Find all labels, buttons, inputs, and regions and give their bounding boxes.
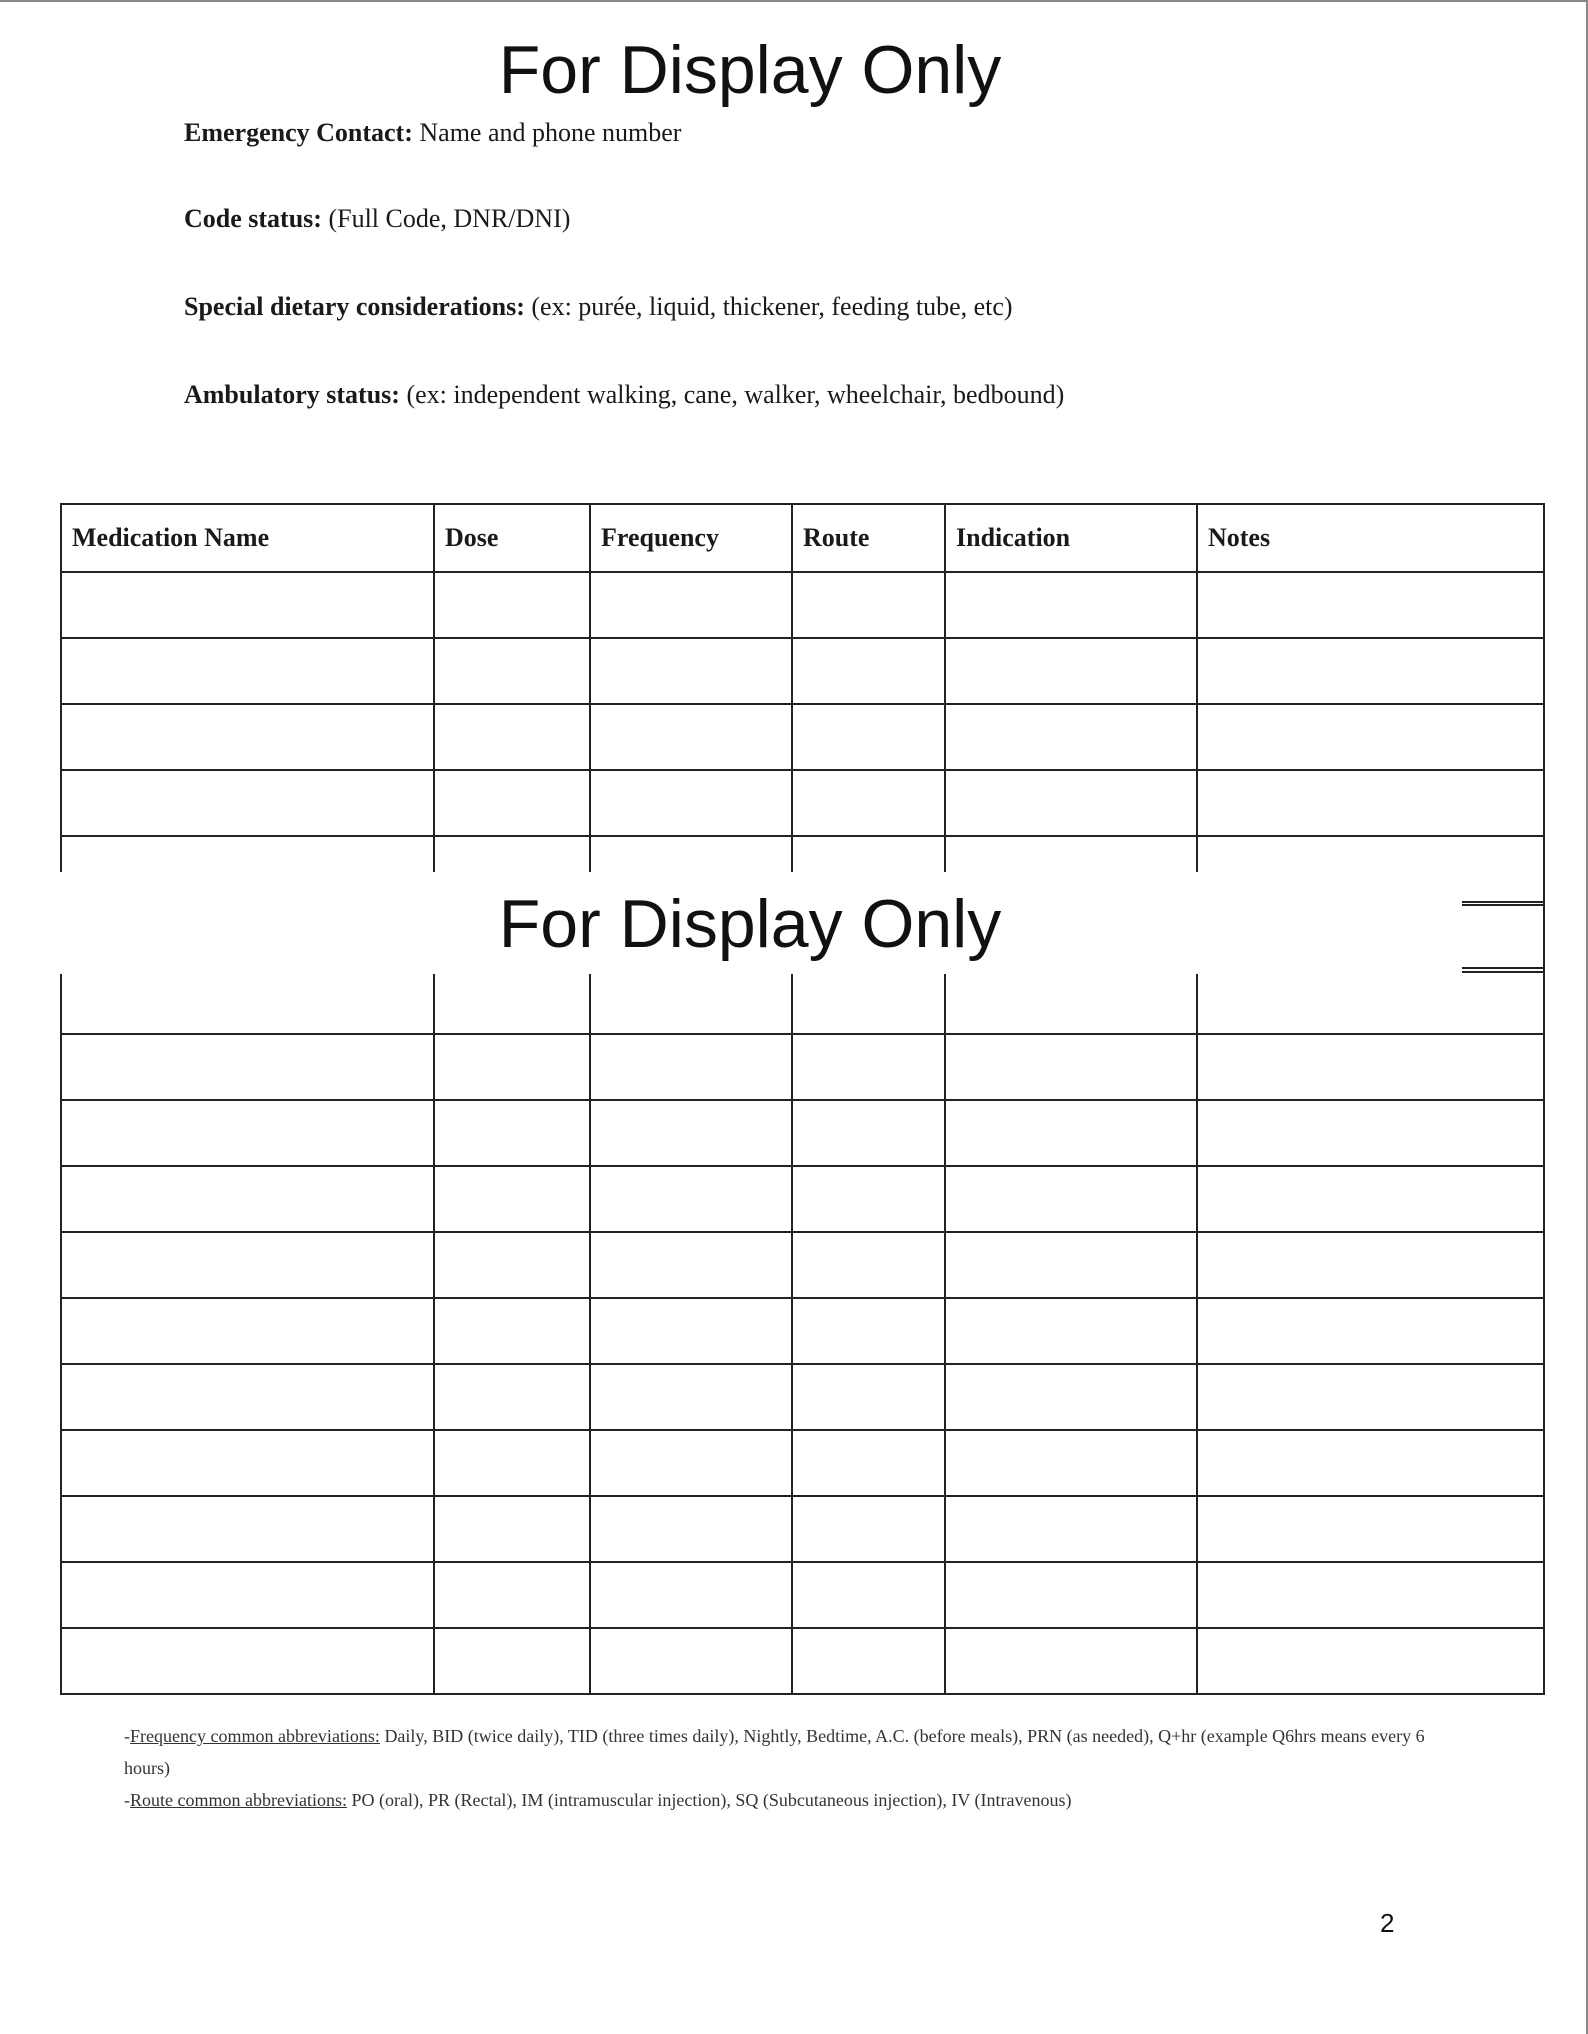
table-cell[interactable]: [1197, 1100, 1544, 1166]
frequency-note-label: Frequency common abbreviations:: [130, 1726, 380, 1746]
table-cell[interactable]: [1197, 1628, 1544, 1694]
table-cell[interactable]: [792, 1034, 945, 1100]
route-note-label: Route common abbreviations:: [130, 1790, 347, 1810]
dietary-value: (ex: purée, liquid, thickener, feeding tube, etc): [531, 292, 1013, 321]
table-cell[interactable]: [945, 770, 1197, 836]
table-cell[interactable]: [61, 1034, 434, 1100]
table-header-row: [61, 504, 1544, 572]
table-cell[interactable]: [61, 572, 434, 638]
header-notes: Notes: [1197, 504, 1544, 572]
code-status-value: (Full Code, DNR/DNI): [328, 204, 571, 233]
table-cell[interactable]: [1197, 1298, 1544, 1364]
table-cell[interactable]: [434, 1166, 590, 1232]
table-cell[interactable]: [590, 1562, 792, 1628]
table-cell[interactable]: [61, 1166, 434, 1232]
table-cell[interactable]: [434, 1562, 590, 1628]
table-cell[interactable]: [590, 1100, 792, 1166]
table-cell[interactable]: [945, 1496, 1197, 1562]
table-cell[interactable]: [434, 1100, 590, 1166]
ambulatory-value: (ex: independent walking, cane, walker, wheelchair, bedbound): [406, 380, 1065, 409]
code-status-label: Code status:: [184, 204, 322, 233]
table-cell[interactable]: [590, 968, 792, 1034]
header-indication: Indication: [945, 504, 1197, 572]
table-cell[interactable]: [945, 704, 1197, 770]
table-row: [61, 1166, 1544, 1232]
table-cell[interactable]: [61, 1364, 434, 1430]
table-cell[interactable]: [434, 1364, 590, 1430]
table-row: [61, 1100, 1544, 1166]
table-row: [61, 1298, 1544, 1364]
table-cell[interactable]: [61, 968, 434, 1034]
table-cell[interactable]: [590, 1298, 792, 1364]
table-cell[interactable]: [792, 572, 945, 638]
table-cell[interactable]: [945, 638, 1197, 704]
table-cell[interactable]: [945, 1166, 1197, 1232]
ambulatory-field: [184, 380, 1064, 410]
table-cell[interactable]: [434, 704, 590, 770]
table-cell[interactable]: [792, 1562, 945, 1628]
table-line-fragment: [1462, 971, 1544, 973]
table-cell[interactable]: [61, 770, 434, 836]
table-cell[interactable]: [590, 1628, 792, 1694]
table-cell[interactable]: [1197, 1496, 1544, 1562]
table-cell[interactable]: [945, 1034, 1197, 1100]
table-cell[interactable]: [590, 1166, 792, 1232]
table-cell[interactable]: [792, 1364, 945, 1430]
table-cell[interactable]: [61, 1298, 434, 1364]
table-cell[interactable]: [61, 1232, 434, 1298]
table-row: [61, 1364, 1544, 1430]
table-cell[interactable]: [1197, 572, 1544, 638]
table-cell[interactable]: [590, 1364, 792, 1430]
table-cell[interactable]: [590, 1496, 792, 1562]
table-cell[interactable]: [792, 1298, 945, 1364]
table-cell[interactable]: [1197, 1232, 1544, 1298]
table-cell[interactable]: [61, 1430, 434, 1496]
frequency-note: -Frequency common abbreviations: Daily, BID (twice daily), TID (three times daily), Nightly, Bedtime, A.C. (before meals), PRN (as needed), Q+hr (example Q6hrs means every 6 hours): [124, 1726, 1425, 1778]
table-cell[interactable]: [434, 638, 590, 704]
table-cell[interactable]: [945, 1562, 1197, 1628]
table-cell[interactable]: [434, 770, 590, 836]
table-row: [61, 1628, 1544, 1694]
table-cell[interactable]: [61, 638, 434, 704]
page-number: 2: [1380, 1908, 1395, 1938]
table-cell[interactable]: [434, 572, 590, 638]
table-cell[interactable]: [61, 1100, 434, 1166]
table-cell[interactable]: [590, 770, 792, 836]
table-cell[interactable]: [945, 1628, 1197, 1694]
table-cell[interactable]: [434, 1496, 590, 1562]
table-cell[interactable]: [792, 1232, 945, 1298]
table-cell[interactable]: [792, 1166, 945, 1232]
table-row: [61, 1034, 1544, 1100]
table-cell[interactable]: [590, 638, 792, 704]
table-cell[interactable]: [945, 1232, 1197, 1298]
table-cell[interactable]: [61, 1562, 434, 1628]
table-cell[interactable]: [792, 770, 945, 836]
table-cell[interactable]: [434, 968, 590, 1034]
table-cell[interactable]: [1197, 968, 1544, 1034]
table-cell[interactable]: [590, 704, 792, 770]
table-cell[interactable]: [792, 1430, 945, 1496]
table-cell[interactable]: [792, 968, 945, 1034]
table-row: [61, 1232, 1544, 1298]
table-cell[interactable]: [792, 704, 945, 770]
code-status-field: [184, 204, 570, 234]
table-row: [61, 1430, 1544, 1496]
frequency-note-text: Daily, BID (twice daily), TID (three times daily), Nightly, Bedtime, A.C. (before meals), PRN (as needed), Q+hr (example Q6hrs means every 6 hours): [124, 1726, 1425, 1778]
emergency-contact-label: Emergency Contact:: [184, 118, 413, 147]
table-row: [61, 572, 1544, 638]
table-cell[interactable]: [945, 1100, 1197, 1166]
table-cell[interactable]: [1197, 1364, 1544, 1430]
table-cell[interactable]: [590, 1232, 792, 1298]
table-row: [61, 770, 1544, 836]
table-cell[interactable]: [792, 1496, 945, 1562]
table-cell[interactable]: [792, 1628, 945, 1694]
table-cell[interactable]: [590, 572, 792, 638]
table-cell[interactable]: [1197, 770, 1544, 836]
table-cell[interactable]: [1197, 1166, 1544, 1232]
table-cell[interactable]: [1197, 638, 1544, 704]
ambulatory-label: Ambulatory status:: [184, 380, 400, 409]
table-row: [61, 968, 1544, 1034]
table-cell[interactable]: [434, 1034, 590, 1100]
table-cell[interactable]: [61, 1496, 434, 1562]
table-row: [61, 1496, 1544, 1562]
table-cell[interactable]: [434, 1298, 590, 1364]
header-dose: Dose: [434, 504, 590, 572]
route-note-text: PO (oral), PR (Rectal), IM (intramuscular injection), SQ (Subcutaneous injection), IV (Intravenous): [351, 1790, 1072, 1810]
table-cell[interactable]: [945, 1298, 1197, 1364]
table-cell[interactable]: [1197, 1034, 1544, 1100]
table-cell[interactable]: [792, 1100, 945, 1166]
table-cell[interactable]: [1197, 1430, 1544, 1496]
table-cell[interactable]: [434, 1232, 590, 1298]
table-cell[interactable]: [590, 1430, 792, 1496]
watermark-middle: For Display Only: [498, 886, 1002, 962]
table-cell[interactable]: [590, 1034, 792, 1100]
table-row: [61, 704, 1544, 770]
table-cell[interactable]: [945, 572, 1197, 638]
dietary-field: [184, 292, 1013, 322]
route-note: -Route common abbreviations: PO (oral), PR (Rectal), IM (intramuscular injection), SQ (Subcutaneous injection), IV (Intravenous): [124, 1790, 1072, 1810]
emergency-contact-value: Name and phone number: [419, 118, 682, 147]
emergency-contact-field: [184, 118, 681, 148]
header-frequency: Frequency: [590, 504, 792, 572]
table-cell[interactable]: [1197, 704, 1544, 770]
table-row: [61, 638, 1544, 704]
header-medication-name: Medication Name: [61, 504, 434, 572]
table-row: [61, 1562, 1544, 1628]
table-cell[interactable]: [945, 1364, 1197, 1430]
table-cell[interactable]: [945, 1430, 1197, 1496]
table-cell[interactable]: [434, 1628, 590, 1694]
header-route: Route: [792, 504, 945, 572]
table-cell[interactable]: [61, 704, 434, 770]
dietary-label: Special dietary considerations:: [184, 292, 525, 321]
table-cell[interactable]: [61, 1628, 434, 1694]
table-cell[interactable]: [434, 1430, 590, 1496]
table-cell[interactable]: [945, 968, 1197, 1034]
abbreviation-notes: [124, 1720, 1474, 1816]
table-cell[interactable]: [792, 638, 945, 704]
watermark-top: For Display Only: [498, 32, 1002, 108]
table-cell[interactable]: [1197, 1562, 1544, 1628]
medication-table: [60, 503, 1545, 1695]
